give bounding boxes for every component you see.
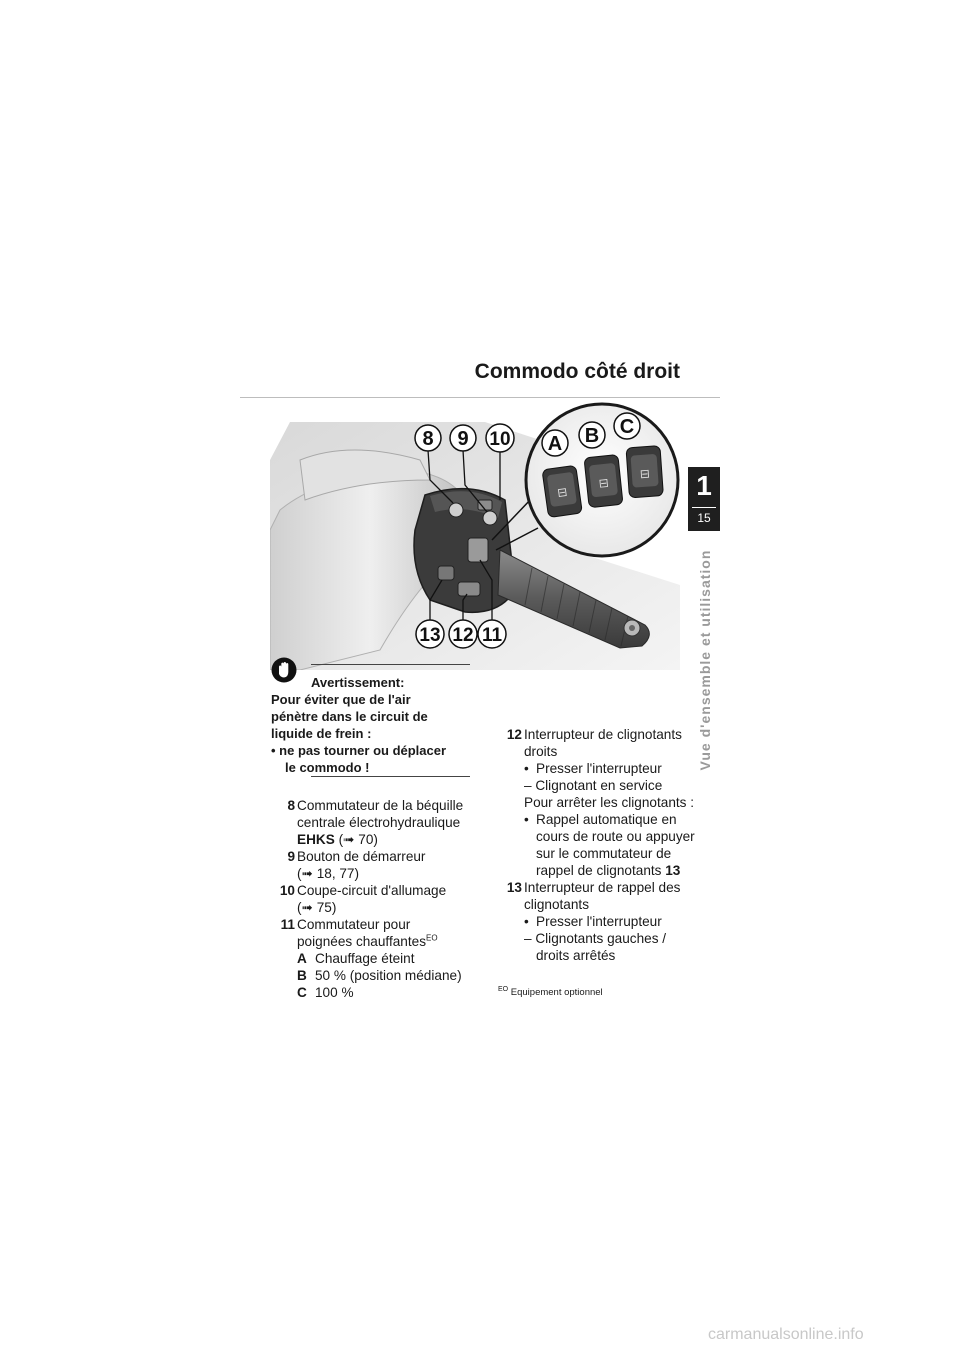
item-text: droits [524,744,558,759]
svg-text:⊟: ⊟ [597,475,610,491]
callout-8-label: 8 [422,428,434,450]
sub-item-c [297,984,471,1001]
footnote [498,987,603,998]
callout-13-label: 13 [419,625,441,646]
sub-text: 100 % [315,985,354,1000]
bullet-item [524,913,703,930]
item-number: 12 [506,727,522,742]
bullet-mark: • [524,812,529,827]
site-watermark: carmanualsonline.info [708,1326,864,1343]
callout-12-label: 12 [452,625,474,646]
result-text: droits arrêtés [536,948,616,963]
chapter-tab [688,467,720,531]
svg-text:A: A [547,433,563,455]
legend-item-8 [271,797,471,848]
sub-text: 50 % (position médiane) [315,968,462,983]
bullet-text: sur le commutateur de [536,846,672,861]
bullet-item [524,760,703,777]
bullet-text: Presser l'interrupteur [536,914,662,929]
sub-text: Chauffage éteint [315,951,415,966]
bullet-text: rappel de clignotants [536,863,662,878]
warning-rule-top [311,664,470,665]
page-reference: (➟ 18, 77) [297,866,360,881]
bullet-text: cours de route ou appuyer [536,829,695,844]
legend-item-13 [498,879,703,964]
bullet-mark: • [524,914,529,929]
item-text: Interrupteur de rappel des [524,880,681,895]
callout-10 [486,424,514,452]
page-number: 15 [697,511,711,525]
callout-8 [415,425,441,451]
handlebar-figure [270,400,680,670]
button-8 [449,503,463,517]
item-text: Coupe-circuit d'allumage [297,883,447,898]
item-text: Interrupteur de clignotants [524,727,682,742]
item-number: 8 [287,798,295,813]
button-9 [483,511,497,525]
sub-item-b [297,967,471,984]
legend-column-left [271,797,471,1001]
warning-rule-bottom [311,776,470,777]
sub-key: C [297,985,307,1000]
svg-text:C: C [619,416,635,438]
legend-column-right [498,726,703,964]
bullet-mark: • [524,761,529,776]
page-title: Commodo côté droit [474,360,680,383]
item-number: 9 [287,849,295,864]
item-bold: EHKS [297,832,335,847]
legend-item-10 [271,882,471,916]
page-reference: (➟ 75) [297,900,337,915]
item-text: Commutateur pour [297,917,411,932]
chapter-side-label: Vue d'ensemble et utilisation [697,549,713,771]
callout-11 [478,620,506,648]
warning-line: le commodo ! [285,760,370,775]
switch-11 [468,538,488,562]
bullet-text: Rappel automatique en [536,812,677,827]
sub-key: A [297,951,307,966]
inset-label-b [579,422,605,448]
item-text: poignées chauffantes [297,934,426,949]
item-text: centrale électrohydraulique [297,815,461,830]
warning-text [271,691,470,776]
item-text: clignotants [524,897,589,912]
legend-item-9 [271,848,471,882]
legend-item-12 [498,726,703,879]
instruction-text: Pour arrêter les clignotants : [524,795,695,810]
inset-label-c [614,413,640,439]
title-divider [240,397,720,398]
item-reference: 13 [665,863,681,878]
chapter-number: 1 [696,470,712,501]
sub-key: B [297,968,307,983]
item-number: 10 [279,883,295,898]
result-text: – Clignotant en service [524,778,663,793]
warning-line: liquide de frein : [271,726,372,741]
callout-9 [450,425,476,451]
callout-9-label: 9 [457,428,469,450]
stop-hand-icon [271,657,297,683]
inset-label-a [542,430,568,456]
warning-line: Pour éviter que de l'air [271,692,411,707]
page-reference: (➟ 70) [338,832,378,847]
button-10 [478,500,492,510]
optional-equipment-mark: EO [426,933,438,943]
warning-line: pénètre dans le circuit de [271,709,428,724]
callout-12 [449,620,477,648]
warning-line: • ne pas tourner ou déplacer [271,743,447,758]
callout-11-label: 11 [481,625,503,646]
item-number: 13 [506,880,522,895]
bullet-text: Presser l'interrupteur [536,761,662,776]
callout-13 [416,620,444,648]
footnote-text: Equipement optionnel [510,987,603,998]
warning-heading: Avertissement: [311,675,405,690]
switch-13 [438,566,454,580]
svg-text:B: B [584,425,600,447]
svg-text:⊟: ⊟ [556,484,569,501]
result-text: – Clignotants gauches / [524,931,667,946]
item-text: Bouton de démarreur [297,849,426,864]
item-number: 11 [280,917,295,932]
chapter-divider [692,507,716,508]
switch-12 [458,582,480,596]
footnote-mark: EO [498,985,509,993]
sub-item-a [297,950,471,967]
callout-10-label: 10 [489,429,511,450]
bullet-item [524,811,703,879]
svg-text:⊟: ⊟ [639,466,651,482]
item-text: Commutateur de la béquille [297,798,464,813]
legend-item-11 [271,916,471,1001]
